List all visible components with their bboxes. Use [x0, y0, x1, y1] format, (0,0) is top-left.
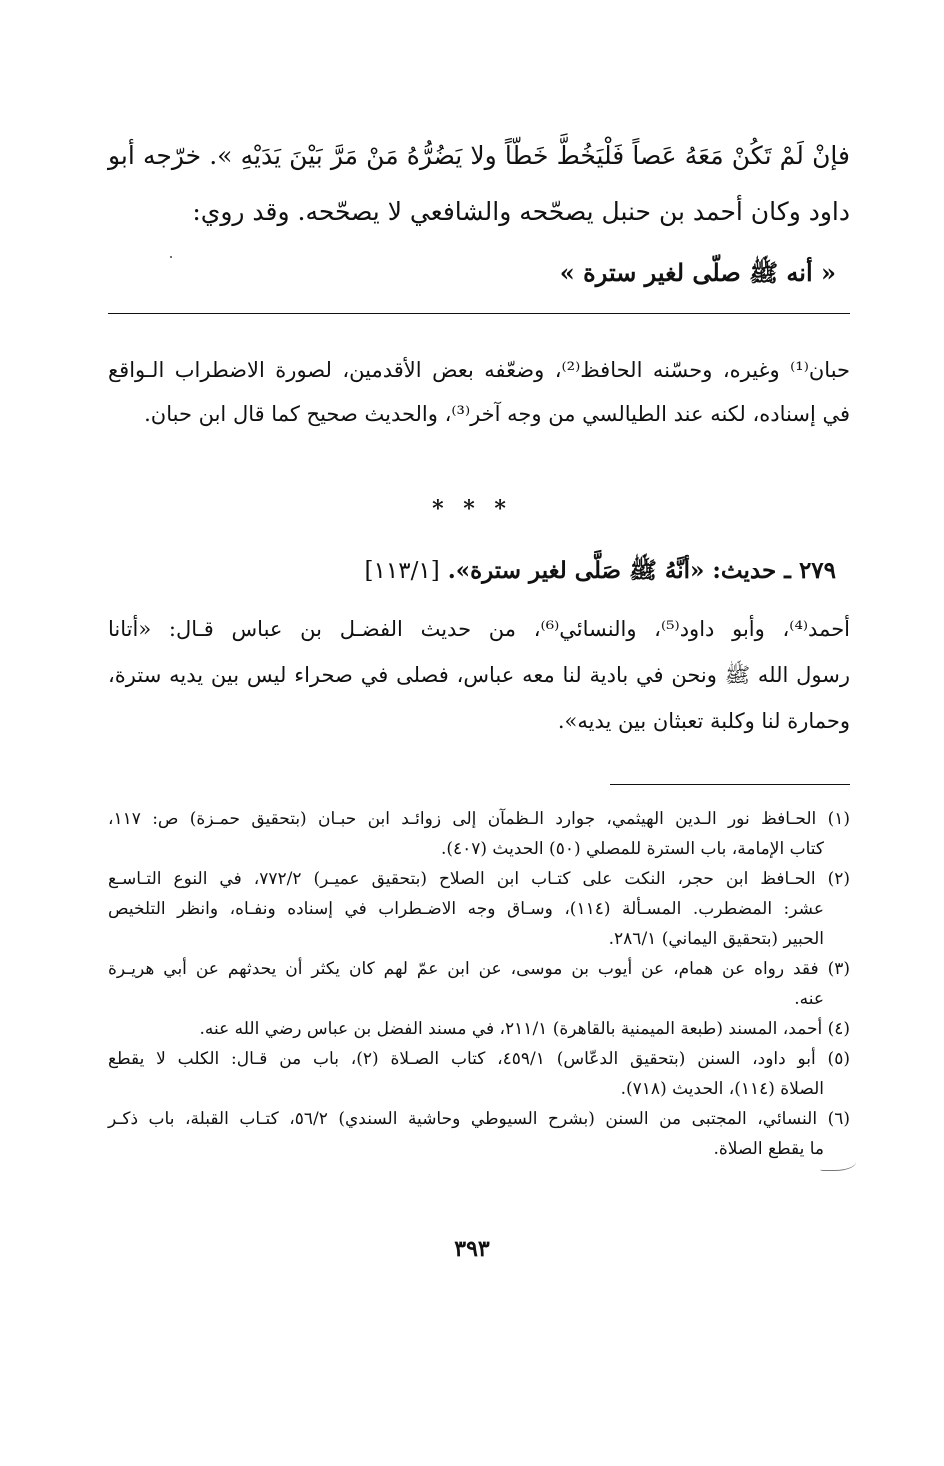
- pen-mark: [820, 1156, 856, 1171]
- commentary-line: في إسناده، لكنه عند الطيالسي من وجه آخر⁽³⁾، والحديث صحيح كما قال ابن حبان.: [144, 402, 850, 426]
- section-divider: [108, 313, 850, 314]
- main-text-top: [108, 128, 850, 240]
- hadith-body-line: أحمد⁽⁴⁾، وأبو داود⁽⁵⁾، والنسائي⁽⁶⁾، من حديث الفضـل بن عباس قـال: «أتانا: [108, 617, 851, 641]
- commentary-line: حبان⁽¹⁾ وغيره، وحسّنه الحافظ⁽²⁾، وضعّفه بعض الأقدمين، لصورة الاضطراب الـواقع: [108, 358, 851, 382]
- footnote-line: الصلاة (١١٤)، الحديث (٧١٨).: [620, 1079, 824, 1099]
- footnote-divider: [610, 784, 850, 785]
- footnote-line: عنه.: [794, 989, 824, 1009]
- hadith-body-line: رسول الله ﷺ ونحن في بادية لنا معه عباس، فصلى في صحراء ليس بين يديه سترة،: [108, 663, 850, 687]
- footnote-6: [108, 1104, 850, 1164]
- quoted-hadith: « أنه ﷺ صلّى لغير سترة »: [559, 258, 836, 287]
- footnote-line: كتاب الإمامة، باب السترة للمصلي (٥٠) الحديث (٤٠٧).: [440, 839, 824, 859]
- hadith-body-line: وحمارة لنا وكلبة تعبثان بين يديه».: [557, 709, 850, 733]
- footnote-2: [108, 864, 850, 954]
- footnote-line: (٥) أبو داود، السنن (بتحقيق الدعّاس) ٤٥٩/١، كتاب الصـلاة (٢)، باب من قـال: الكلب لا يقطع: [108, 1049, 850, 1069]
- footnotes: [108, 804, 850, 1164]
- commentary-text: [108, 348, 850, 436]
- main-text-line: داود وكان أحمد بن حنبل يصحّحه والشافعي لا يصحّحه. وقد روي:: [192, 197, 850, 226]
- hadith-heading: [365, 556, 836, 590]
- main-text-line: فإنْ لَمْ تَكُنْ مَعَهُ عَصاً فَلْيَخُطَّ خَطّاً ولا يَضُرُّهُ مَنْ مَرَّ بَيْنَ يَدَيْهِ ». خرّجه أبو: [108, 141, 850, 170]
- footnote-line: عشر: المضطرب. المسـألة (١١٤)، وسـاق وجه الاضـطراب في إسناده ونفـاه، وانظر التلخيص: [108, 899, 824, 919]
- footnote-line: (١) الحـافظ نور الـدين الهيثمي، جوارد الـظمآن إلى زوائـد ابن حبـان (بتحقيق حمـزة) ص: ١١٧،: [108, 809, 850, 829]
- hadith-reference: [١١٣/١]: [364, 558, 440, 584]
- page-number: ٣٩٣: [454, 1236, 490, 1262]
- footnote-line: (٢) الحـافظ ابن حجر، النكت على كتـاب ابن الصلاح (بتحقيق عميـر) ٧٧٢/٢، في النوع التـاسـع: [108, 869, 851, 889]
- hadith-number: ٢٧٩ ـ حديث:: [712, 557, 836, 584]
- footnote-5: [108, 1044, 850, 1104]
- footnote-4: [108, 1014, 850, 1044]
- footnote-line: الحبير (بتحقيق اليماني) ٢٨٦/١.: [608, 929, 824, 949]
- speck: [170, 256, 172, 258]
- footnote-line: (٦) النسائي، المجتبى من السنن (بشرح السيوطي وحاشية السندي) ٥٦/٢، كتـاب القبلة، باب ذكـر: [108, 1109, 850, 1129]
- section-separator: * * *: [432, 496, 512, 522]
- hadith-text: «أنَّهُ ﷺ صَلَّى لغير سترة».: [447, 557, 705, 584]
- footnote-line: (٤) أحمد، المسند (طبعة الميمنية بالقاهرة) ٢١١/١، في مسند الفضل بن عباس رضي الله عنه.: [199, 1019, 850, 1039]
- hadith-body: [108, 606, 850, 744]
- footnote-3: [108, 954, 850, 1014]
- footnote-line: ما يقطع الصلاة.: [713, 1139, 824, 1159]
- footnote-line: (٣) فقد رواه عن همام، عن أيوب بن موسى، عن ابن عمّ لهم كان يكثر أن يحدثهم عن أبي هريـرة: [108, 959, 850, 979]
- footnote-1: [108, 804, 850, 864]
